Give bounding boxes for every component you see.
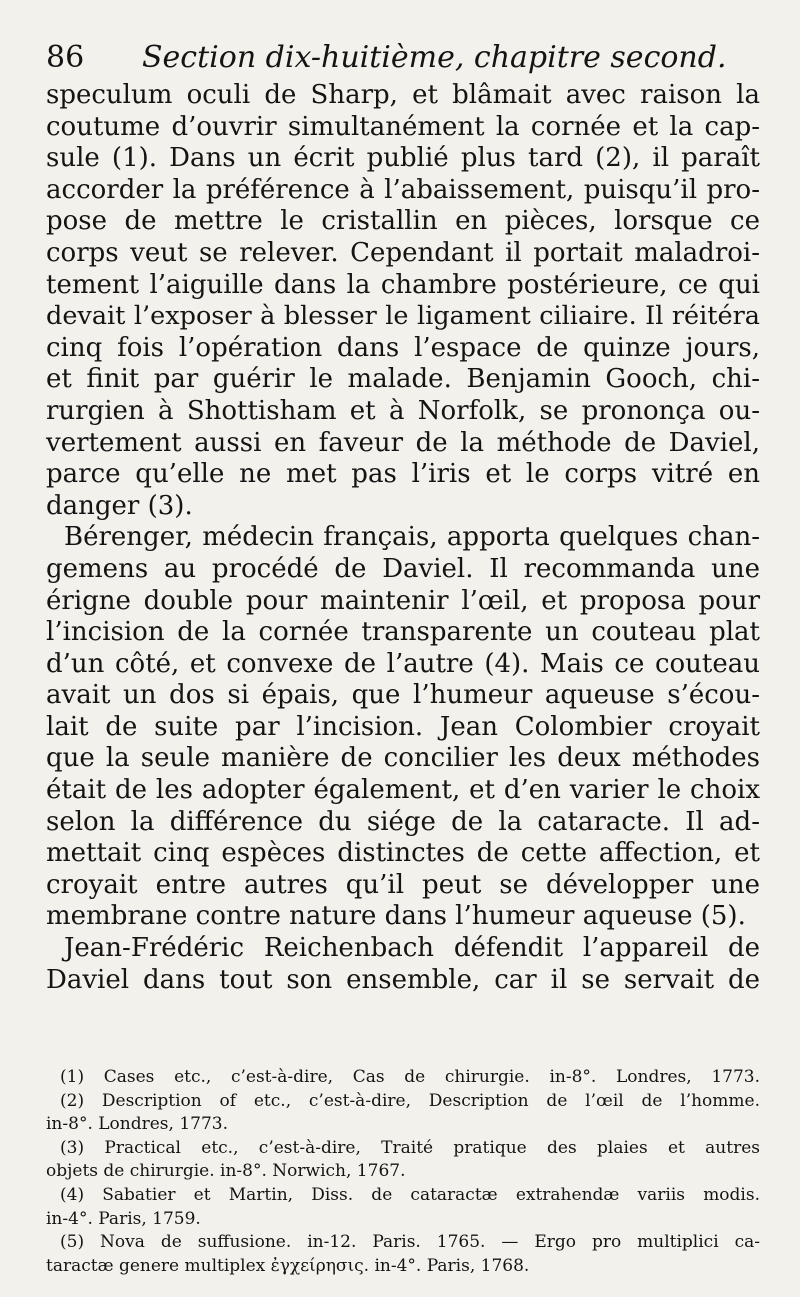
running-header <box>46 38 766 78</box>
text-line: d’un côté, et convexe de l’autre (4). Mais ce couteau <box>46 648 760 679</box>
running-title: Section dix-huitième, chapitre second. <box>142 40 727 75</box>
text-line: cinq fois l’opération dans l’espace de quinze jours, <box>46 332 760 363</box>
text-line: vertement aussi en faveur de la méthode de Daviel, <box>46 427 760 458</box>
text-line: Jean-Frédéric Reichenbach défendit l’appareil de <box>64 933 760 964</box>
text-line: croyait entre autres qu’il peut se développer une <box>46 869 760 900</box>
text-line: coutume d’ouvrir simultanément la cornée et la cap- <box>46 111 760 142</box>
text-line: speculum oculi de Sharp, et blâmait avec raison la <box>46 80 760 110</box>
text-line: et finit par guérir le malade. Benjamin Gooch, chi- <box>46 364 760 395</box>
page-number: 86 <box>46 40 85 75</box>
text-line: corps veut se relever. Cependant il portait maladroi- <box>46 237 760 268</box>
footnote-line: (2) Description of etc., c’est-à-dire, Description de l’œil de l’homme. <box>60 1090 760 1111</box>
body-text <box>46 80 760 996</box>
footnote-line: in-8°. Londres, 1773. <box>46 1114 228 1135</box>
text-line: danger (3). <box>46 490 193 521</box>
text-line: avait un dos si épais, que l’humeur aqueuse s’écou- <box>46 680 760 711</box>
text-line: sule (1). Dans un écrit publié plus tard (2), il paraît <box>46 143 760 174</box>
footnote-line: (5) Nova de suffusione. in-12. Paris. 1765. — Ergo pro multiplici ca- <box>60 1232 760 1253</box>
text-line: devait l’exposer à blesser le ligament ciliaire. Il réitéra <box>46 301 760 332</box>
text-line: gemens au procédé de Daviel. Il recommanda une <box>46 553 760 584</box>
footnote-line: in-4°. Paris, 1759. <box>46 1208 201 1229</box>
footnote-line: (3) Practical etc., c’est-à-dire, Traité pratique des plaies et autres <box>60 1137 760 1158</box>
text-line: érigne double pour maintenir l’œil, et proposa pour <box>46 585 760 616</box>
text-line: rurgien à Shottisham et à Norfolk, se prononça ou- <box>46 395 760 426</box>
footnotes <box>46 1066 760 1278</box>
text-line: était de les adopter également, et d’en varier le choix <box>46 775 760 806</box>
footnote-line: (1) Cases etc., c’est-à-dire, Cas de chirurgie. in-8°. Londres, 1773. <box>60 1067 760 1087</box>
text-line: lait de suite par l’incision. Jean Colombier croyait <box>46 711 760 742</box>
footnote-line: objets de chirurgie. in-8°. Norwich, 1767. <box>46 1161 406 1182</box>
text-line: l’incision de la cornée transparente un couteau plat <box>46 617 760 648</box>
text-line: mettait cinq espèces distinctes de cette affection, et <box>46 838 760 869</box>
text-line: Bérenger, médecin français, apporta quelques chan- <box>64 522 760 553</box>
text-line: pose de mettre le cristallin en pièces, lorsque ce <box>46 206 760 237</box>
text-line: tement l’aiguille dans la chambre postérieure, ce qui <box>46 269 760 300</box>
text-line: parce qu’elle ne met pas l’iris et le corps vitré en <box>46 459 760 490</box>
text-line: accorder la préférence à l’abaissement, puisqu’il pro- <box>46 174 760 205</box>
text-line: membrane contre nature dans l’humeur aqueuse (5). <box>46 901 746 932</box>
text-line: selon la différence du siége de la cataracte. Il ad- <box>46 806 760 837</box>
footnote-line: taractæ genere multiplex ἐγχείρησις. in-4°. Paris, 1768. <box>46 1255 530 1276</box>
footnote-line: (4) Sabatier et Martin, Diss. de cataractæ extrahendæ variis modis. <box>60 1184 760 1205</box>
text-line: Daviel dans tout son ensemble, car il se servait de <box>46 964 760 995</box>
text-line: que la seule manière de concilier les deux méthodes <box>46 743 760 774</box>
